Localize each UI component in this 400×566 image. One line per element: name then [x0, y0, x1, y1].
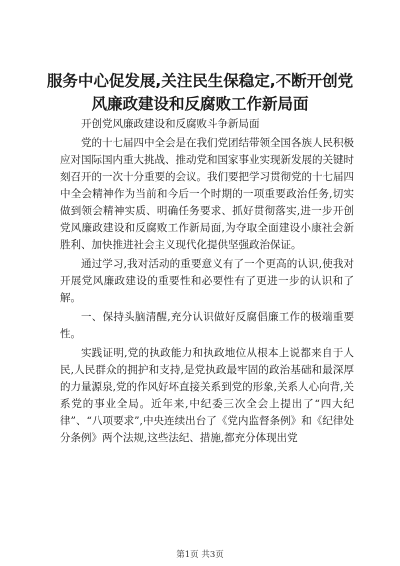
document-subtitle: 开创党风廉政建设和反腐败斗争新局面	[81, 118, 260, 130]
paragraph: 通过学习,我对活动的重要意义有了一个更高的认识,使我对开展党风廉政建设的重要性和必要性有了更进一步的认识和了解。	[60, 258, 354, 304]
page-footer: 第1页 共3页	[176, 550, 224, 560]
section-heading: 一、保持头脑清醒,充分认识做好反腐倡廉工作的极端重要性。	[60, 311, 354, 340]
document-title: 服务中心促发展,关注民生保稳定,不断开创党风廉政建设和反腐败工作新局面	[46, 72, 354, 113]
paragraph: 党的十七届四中全会是在我们党团结带领全国各族人民积极应对国际国内重大挑战、推动党和国家事业实现新发展的关键时刻召开的一次十分重要的会议。我们要把学习贯彻党的十七届四中全会精神作为当前和今后一个时期的一项重要政治任务,切实做到领会精神实质、明确任务要求、抓好贯彻落实,进一步开创党风廉政建设和反腐败工作新局面,为夺取全面建设小康社会新胜利、加快推进社会主义现代化提供坚强政治保证。	[60, 137, 354, 251]
paragraph: 实践证明,党的执政能力和执政地位从根本上说都来自于人民,人民群众的拥护和支持,是党执政最牢固的政治基础和最深厚的力量源泉,党的作风好坏直接关系到党的形象,关系人心向背,关系党的事业全局。近年来,中纪委三次全会上提出了“四大纪律”、“八项要求”,中央连续出台了《党内监督条例》和《纪律处分条例》两个法规,这些法纪、措施,都充分体现出党	[60, 347, 354, 444]
document-body	[60, 135, 354, 449]
